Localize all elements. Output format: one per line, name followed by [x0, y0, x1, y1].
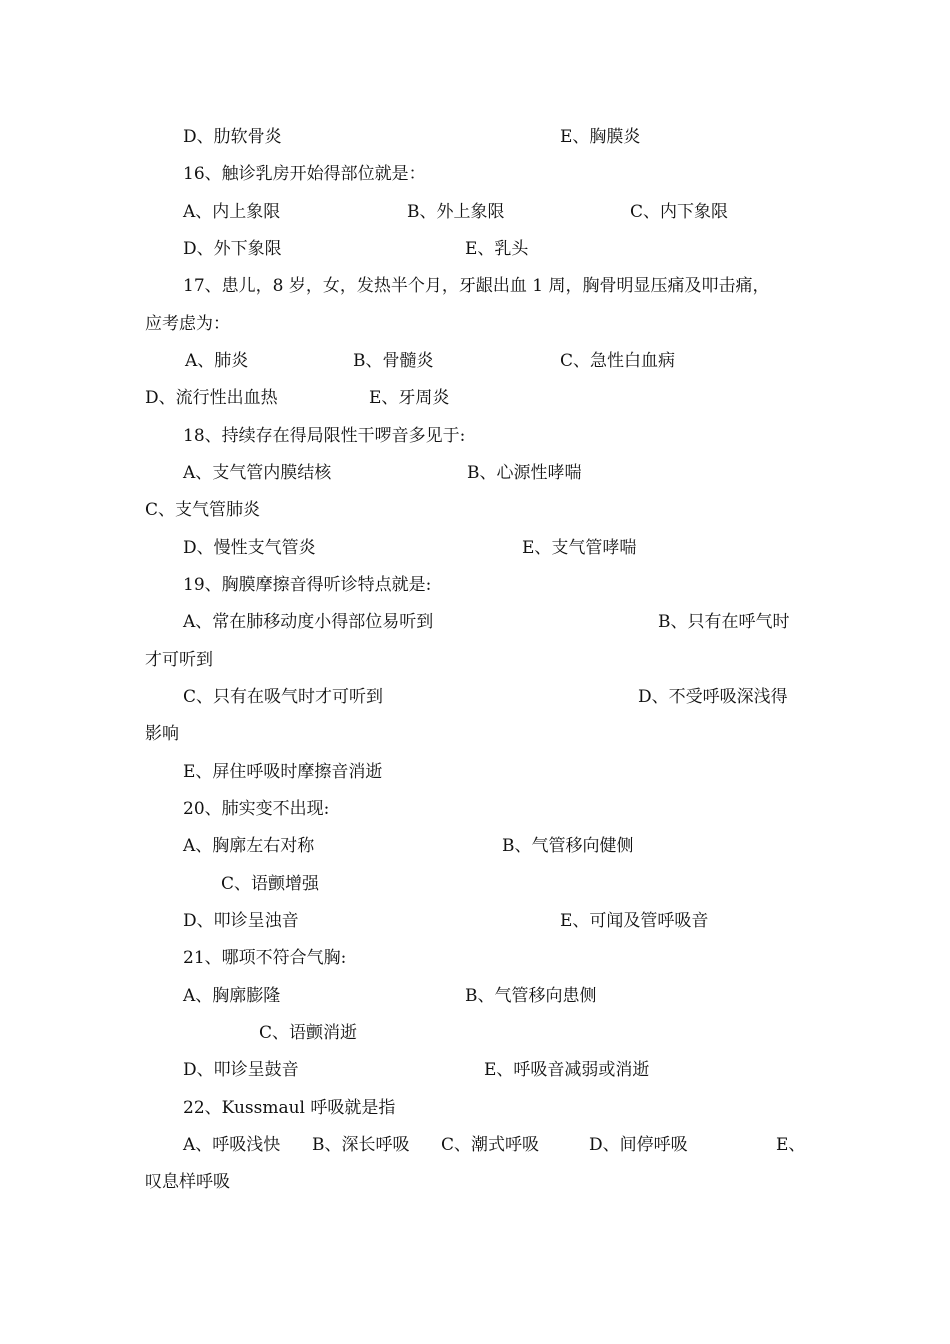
q19-option-e: E、屏住呼吸时摩擦音消逝: [183, 762, 383, 782]
q22-option-d: D、间停呼吸: [589, 1135, 688, 1155]
q20-option-b: B、气管移向健侧: [502, 836, 634, 856]
q18-option-c: C、支气管肺炎: [145, 500, 261, 520]
q15-option-d: D、肋软骨炎: [183, 127, 282, 147]
q15-option-e: E、胸膜炎: [560, 127, 641, 147]
q20-stem: 20、肺实变不出现:: [183, 799, 330, 819]
q16-option-c: C、内下象限: [630, 202, 729, 222]
q22-stem: 22、Kussmaul 呼吸就是指: [183, 1098, 396, 1118]
q17-option-d: D、流行性出血热: [145, 388, 278, 408]
q20-option-e: E、可闻及管呼吸音: [560, 911, 709, 931]
q18-option-b: B、心源性哮喘: [467, 463, 582, 483]
q20-option-c: C、语颤增强: [221, 874, 320, 894]
q17-stem-line2: 应考虑为：: [145, 314, 230, 334]
q17-stem-line1: 17、患儿，8 岁，女，发热半个月，牙龈出血 1 周，胸骨明显压痛及叩击痛，: [183, 276, 770, 296]
q19-option-d-line2: 影响: [145, 724, 179, 744]
q18-option-a: A、支气管内膜结核: [183, 463, 332, 483]
q19-stem: 19、胸膜摩擦音得听诊特点就是:: [183, 575, 432, 595]
q16-option-b: B、外上象限: [407, 202, 505, 222]
q19-option-d-line1: D、不受呼吸深浅得: [638, 687, 788, 707]
q17-option-e: E、牙周炎: [369, 388, 450, 408]
q21-option-a: A、胸廓膨隆: [183, 986, 281, 1006]
q19-option-a: A、常在肺移动度小得部位易听到: [183, 612, 434, 632]
q17-option-a: A、肺炎: [185, 351, 249, 371]
q20-option-a: A、胸廓左右对称: [183, 836, 315, 856]
q19-option-c: C、只有在吸气时才可听到: [183, 687, 384, 707]
q19-option-b-line1: B、只有在呼气时: [658, 612, 790, 632]
q21-option-e: E、呼吸音减弱或消逝: [484, 1060, 650, 1080]
q17-option-c: C、急性白血病: [560, 351, 676, 371]
q16-option-a: A、内上象限: [183, 202, 281, 222]
q22-option-e-line2: 叹息样呼吸: [145, 1172, 230, 1192]
q22-option-e-line1: E、: [776, 1135, 806, 1155]
q21-stem: 21、哪项不符合气胸:: [183, 948, 347, 968]
q16-stem: 16、触诊乳房开始得部位就是：: [183, 164, 426, 184]
q22-option-a: A、呼吸浅快: [183, 1135, 281, 1155]
q16-option-d: D、外下象限: [183, 239, 282, 259]
q18-stem: 18、持续存在得局限性干啰音多见于:: [183, 426, 466, 446]
q21-option-b: B、气管移向患侧: [465, 986, 597, 1006]
q22-option-b: B、深长呼吸: [312, 1135, 410, 1155]
q21-option-c: C、语颤消逝: [259, 1023, 358, 1043]
q21-option-d: D、叩诊呈鼓音: [183, 1060, 299, 1080]
q18-option-d: D、慢性支气管炎: [183, 538, 316, 558]
q22-option-c: C、潮式呼吸: [441, 1135, 540, 1155]
q17-option-b: B、骨髓炎: [353, 351, 434, 371]
q19-option-b-line2: 才可听到: [145, 650, 213, 670]
q20-option-d: D、叩诊呈浊音: [183, 911, 299, 931]
q16-option-e: E、乳头: [465, 239, 529, 259]
q18-option-e: E、支气管哮喘: [522, 538, 637, 558]
